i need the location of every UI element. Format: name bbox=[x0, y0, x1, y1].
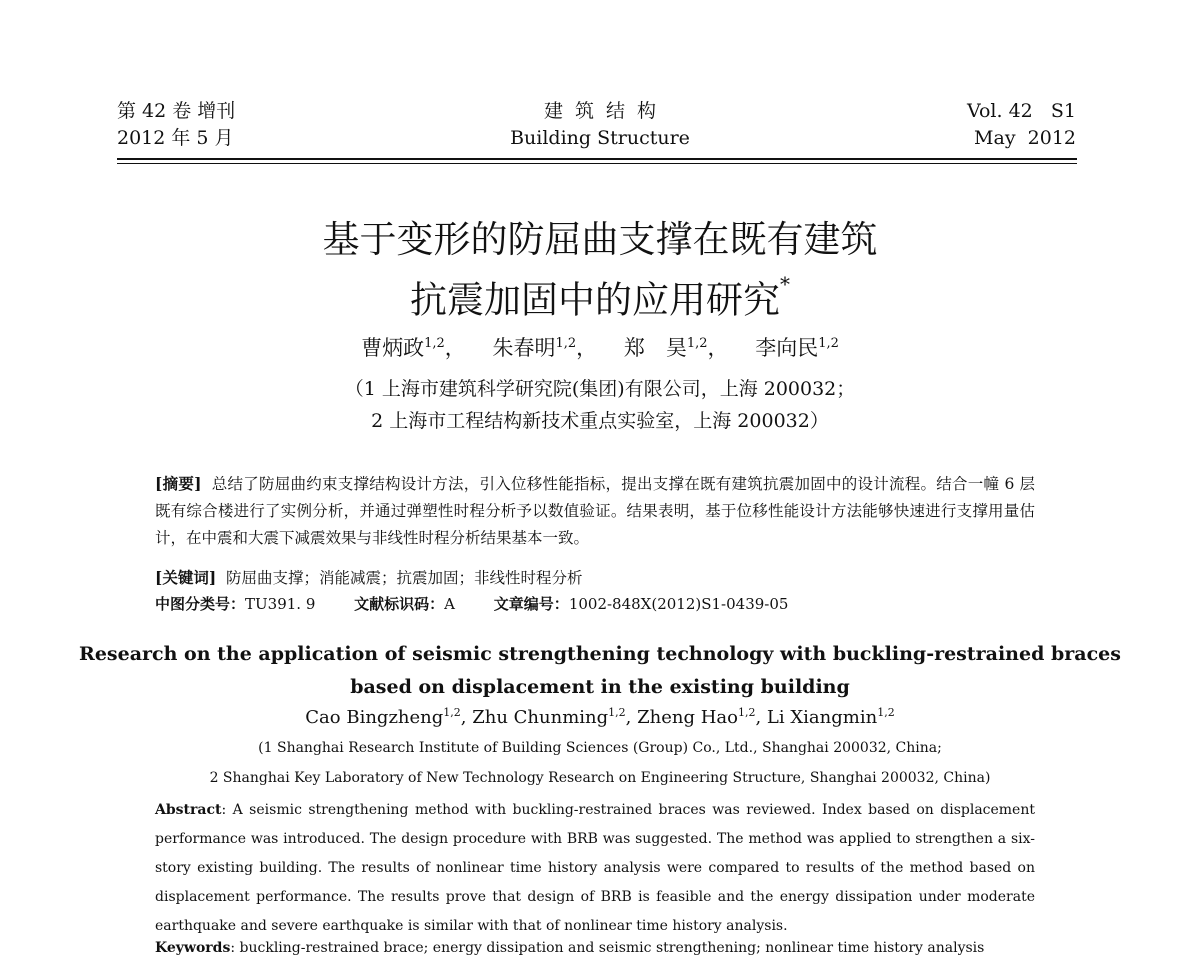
clc-value: TU391. 9 bbox=[245, 595, 316, 613]
abstract-cn bbox=[155, 470, 1035, 552]
author-name: 朱春明 bbox=[492, 336, 556, 360]
document-code-value: A bbox=[444, 595, 456, 613]
author-name: 郑 昊 bbox=[623, 336, 687, 360]
en-author: Zheng Hao$^{1,2}$, bbox=[637, 706, 767, 728]
en-author-name: Zhu Chunming bbox=[472, 707, 609, 728]
abstract-cn-text: 总结了防屈曲约束支撑结构设计方法，引入位移性能指标，提出支撑在既有建筑抗震加固中的设计流程。结合一幢 6 层既有综合楼进行了实例分析，并通过弹塑性时程分析予以数值验证。结果表明，基于位移性能设计方法能够快速进行支撑用量估计，在中震和大震下减震效果与非线性时程分析结果基本一致。 bbox=[155, 475, 1035, 547]
en-affiliation-2: 2 Shanghai Key Laboratory of New Technology Research on Engineering Structure, Shanghai 200032, China) bbox=[209, 770, 991, 786]
author: 曹炳政$^{1,2}$， bbox=[361, 336, 466, 360]
affiliation-1: （1 上海市建筑科学研究院(集团)有限公司，上海 200032； bbox=[344, 378, 856, 400]
header-rule-thin bbox=[117, 163, 1077, 164]
keywords-en-label: Keywords bbox=[155, 940, 231, 956]
keywords-en-text: buckling-restrained brace; energy dissipation and seismic strengthening; nonlinear time history analysis bbox=[239, 940, 985, 956]
classification-line bbox=[155, 593, 822, 614]
title-line-1: 基于变形的防屈曲支撑在既有建筑 bbox=[322, 218, 878, 261]
keywords-cn-text: 防屈曲支撑；消能减震；抗震加固；非线性时程分析 bbox=[226, 569, 583, 587]
volume-issue-cn: 第 42 卷 增刊 bbox=[117, 100, 236, 122]
en-author-list bbox=[0, 706, 1200, 728]
author-list bbox=[0, 332, 1200, 362]
author bbox=[755, 336, 839, 360]
abstract-en: Abstract: A seismic strengthening method with buckling-restrained braces was reviewed. Index based on displacement performance was introduced. The design procedure with BRB was suggested. The method was applied to strengthen a six-story existing building. The results of nonlinear time history analysis were compared to results of the method based on displacement performance. The results prove that design of BRB is feasible and the energy dissipation under moderate earthquake and severe earthquake is similar with that of nonlinear time history analysis. bbox=[155, 802, 1035, 934]
keywords-cn-label: [关键词] bbox=[155, 568, 217, 587]
date-cn: 2012 年 5 月 bbox=[117, 127, 234, 149]
document-code bbox=[354, 595, 455, 613]
affiliation-2: 2 上海市工程结构新技术重点实验室，上海 200032） bbox=[371, 410, 829, 432]
en-author: Zhu Chunming$^{1,2}$, bbox=[472, 706, 638, 728]
author: 朱春明$^{1,2}$， bbox=[492, 336, 598, 360]
title-footnote-mark: * bbox=[780, 272, 790, 296]
author: 郑 昊$^{1,2}$， bbox=[623, 336, 729, 360]
en-author-name: Cao Bingzheng bbox=[305, 707, 444, 728]
en-author-affiliation-mark: 1,2 bbox=[737, 706, 756, 719]
author-affiliation-mark: 1,2 bbox=[555, 336, 577, 351]
en-author-name: Zheng Hao bbox=[637, 707, 738, 728]
keywords-en: Keywords: buckling-restrained brace; energy dissipation and seismic strengthening; nonlinear time history analysis bbox=[155, 940, 985, 956]
en-author-affiliation-mark: 1,2 bbox=[877, 706, 895, 719]
abstract-en-label: Abstract bbox=[155, 802, 222, 818]
abstract-cn-label: [摘要] bbox=[155, 474, 202, 493]
author-affiliation-mark: 1,2 bbox=[424, 336, 445, 351]
author-affiliation-mark: 1,2 bbox=[818, 336, 839, 351]
abstract-en-text: A seismic strengthening method with buckling-restrained braces was reviewed. Index based on displacement performance was introduced. The design procedure with BRB was suggested. The method was applied to strengthen a six-story existing building. The results of nonlinear time history analysis were compared to results of the method based on displacement performance. The results prove that design of BRB is feasible and the energy dissipation under moderate earthquake and severe earthquake is similar with that of nonlinear time history analysis. bbox=[155, 802, 1035, 934]
header-rule-thick bbox=[117, 158, 1077, 160]
en-author-name: Li Xiangmin bbox=[766, 707, 878, 728]
en-author-affiliation-mark: 1,2 bbox=[608, 706, 626, 719]
author-name: 曹炳政 bbox=[361, 336, 425, 360]
journal-name-en: Building Structure bbox=[510, 127, 690, 149]
title-line-2 bbox=[0, 264, 1200, 328]
en-title-line-2: based on displacement in the existing building bbox=[350, 676, 850, 698]
en-author bbox=[767, 707, 895, 728]
author-name: 李向民 bbox=[755, 336, 819, 360]
en-affiliation-1: (1 Shanghai Research Institute of Building Sciences (Group) Co., Ltd., Shanghai 200032, China; bbox=[258, 740, 942, 756]
journal-name-cn: 建筑结构 bbox=[543, 100, 668, 122]
en-title-line-1: Research on the application of seismic strengthening technology with buckling-restrained braces bbox=[79, 643, 1121, 665]
article-number bbox=[494, 595, 789, 613]
article-number-value: 1002-848X(2012)S1-0439-05 bbox=[568, 595, 789, 613]
clc-label: 中图分类号： bbox=[155, 595, 246, 613]
date-en: May 2012 bbox=[974, 127, 1076, 149]
article-number-label: 文章编号： bbox=[493, 595, 569, 613]
document-code-label: 文献标识码： bbox=[354, 595, 445, 613]
en-author-affiliation-mark: 1,2 bbox=[443, 706, 461, 719]
author-affiliation-mark: 1,2 bbox=[686, 336, 708, 351]
en-author: Cao Bingzheng$^{1,2}$, bbox=[305, 706, 473, 728]
volume-en: Vol. 42 S1 bbox=[967, 100, 1076, 122]
title-line-2-text: 抗震加固中的应用研究 bbox=[410, 278, 780, 322]
keywords-cn bbox=[155, 566, 583, 588]
journal-volume bbox=[967, 98, 1076, 152]
clc-code bbox=[155, 595, 315, 613]
